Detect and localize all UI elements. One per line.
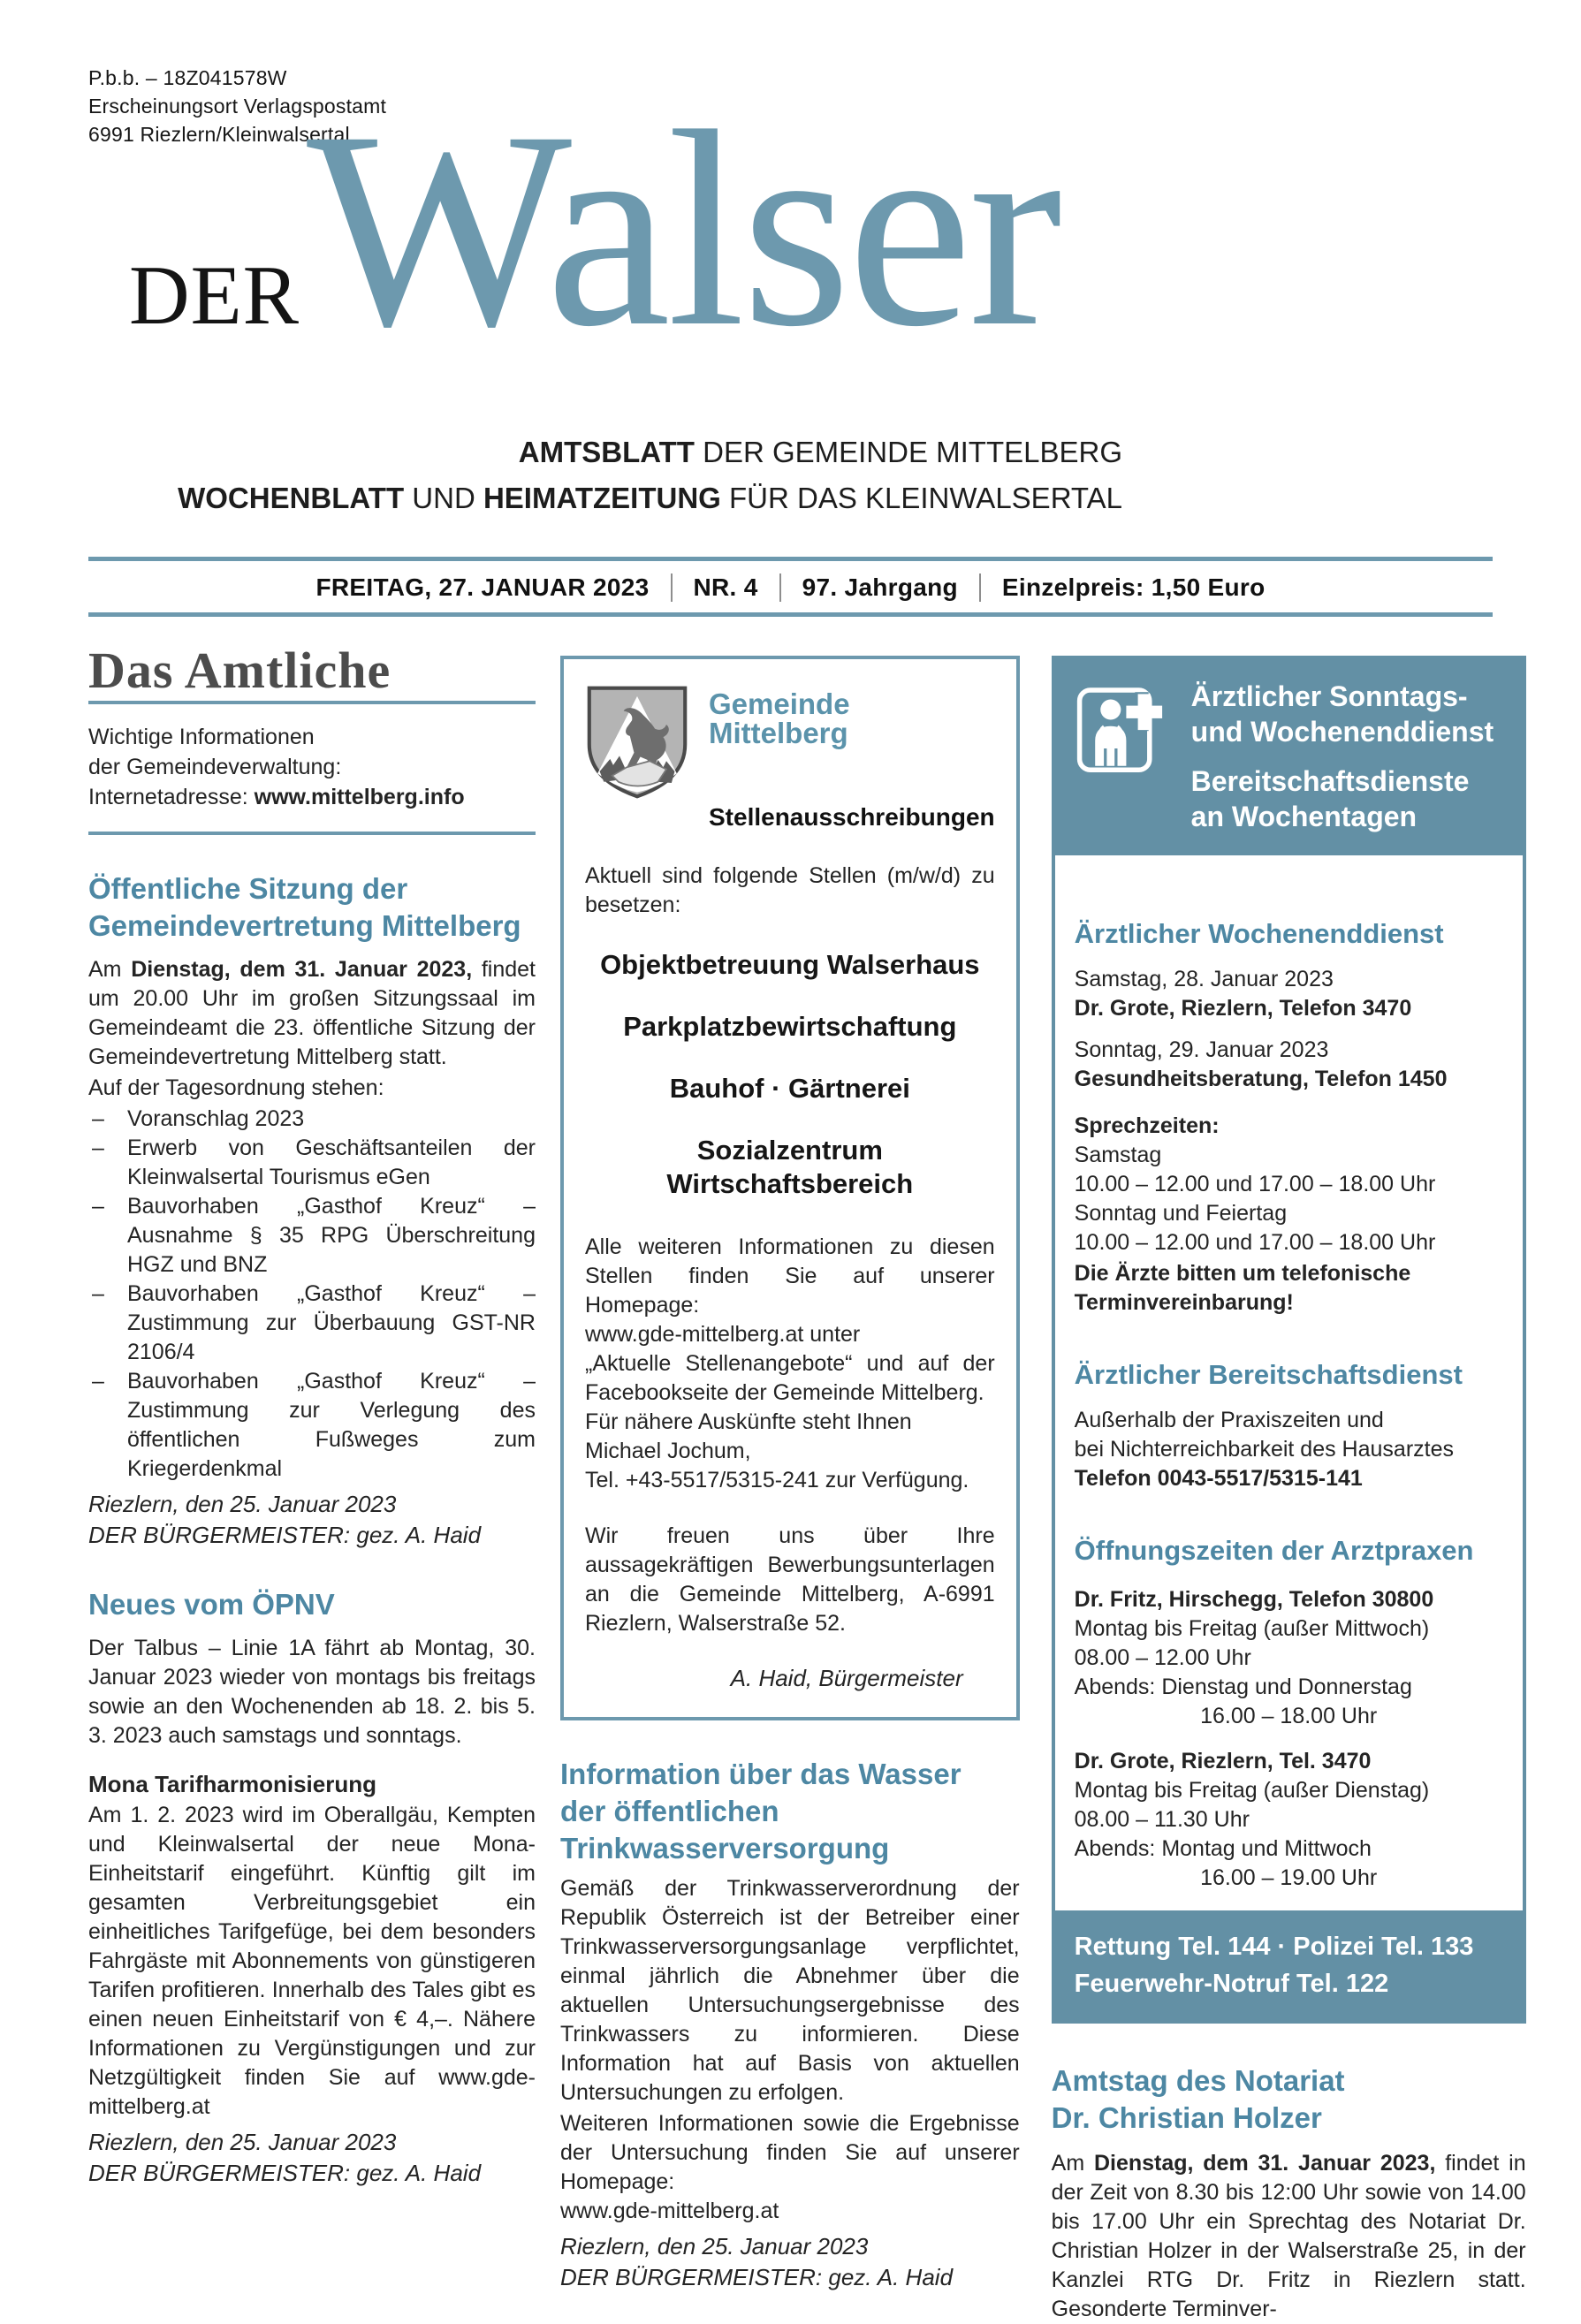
telefonische-note: Die Ärzte bitten um telefonische Terminvereinbarung!	[1074, 1261, 1411, 1315]
praxis-name: Dr. Fritz, Hirschegg, Telefon 30800	[1074, 1587, 1434, 1612]
postal-line: P.b.b. – 18Z041578W	[88, 66, 287, 89]
text-run: findet in der Zeit von 8.30 bis 12:00 Uhr sowie von 14.00 bis 17.00 Uhr ein Sprechtag des Notariat Dr. Christian Holzer in der Walserstraße 25, in der Kanzlei RTG Dr. Fritz in Riezlern statt. Gesonderte Terminver-	[1051, 2151, 1526, 2321]
agenda-item	[88, 1367, 536, 1484]
agenda-item-text: Voranschlag 2023	[127, 1106, 305, 1131]
duty-doctor: Dr. Grote, Riezlern, Telefon 3470	[1074, 996, 1412, 1021]
column-das-amtliche	[88, 642, 536, 2324]
sprechzeiten-day: Sonntag und Feiertag	[1074, 1201, 1288, 1226]
date-bar	[88, 557, 1493, 617]
dash-marker: –	[92, 1106, 104, 1131]
praxis-line: 08.00 – 11.30 Uhr	[1074, 1807, 1250, 1832]
doctor-with-cross-icon	[1073, 679, 1172, 778]
masthead-der: DER	[129, 248, 300, 342]
paragraph-notariat	[1052, 2149, 1526, 2324]
aerzte-box-title: Ärztlicher Sonntags- und Wochenenddienst	[1190, 680, 1494, 748]
agenda-item	[88, 1134, 536, 1192]
stellen-heading: Stellenausschreibungen	[709, 803, 995, 831]
heading-notariat: Amtstag des Notariat Dr. Christian Holzer	[1051, 2064, 1345, 2134]
signature-name: DER BÜRGERMEISTER: gez. A. Haid	[88, 1522, 482, 1548]
praxis-line: Abends: Dienstag und Donnerstag	[1074, 1675, 1412, 1699]
issue-date: FREITAG, 27. JANUAR 2023	[315, 573, 650, 601]
paragraph-mona: Am 1. 2. 2023 wird im Oberallgäu, Kempten und Kleinwalsertal der neue Mona-Einheitstarif eingeführt. Künftig gilt im gesamten Verbreitungsgebiet ein einheitliches Tarifgefüge, bei dem besonders Fahrgäste mit Abonnements von günstigeren Tarifen profitieren. Innerhalb des Tales gibt es einen neuen Einheitstarif von € 4,–. Nähere Informationen zu Vergünstigungen und zur Netzgültigkeit finden Sie auf www.gde-mittelberg.at	[88, 1803, 536, 2119]
postal-line: 6991 Riezlern/Kleinwalsertal	[88, 123, 350, 146]
praxis-line: Montag bis Freitag (außer Mittwoch)	[1074, 1616, 1430, 1641]
gemeinde-heading: Gemeinde Mittelberg	[709, 687, 850, 749]
divider	[88, 701, 536, 704]
dash-marker: –	[92, 1194, 104, 1219]
stellenausschreibung-box	[560, 656, 1020, 1720]
paragraph-sitzung	[88, 955, 536, 1072]
signature-name: DER BÜRGERMEISTER: gez. A. Haid	[560, 2264, 954, 2290]
agenda-item-text: Bauvorhaben „Gasthof Kreuz“ – Zustimmung zur Überbauung GST-NR 2106/4	[127, 1281, 536, 1364]
subtitle-wochenblatt: WOCHENBLATT	[178, 482, 405, 514]
duty-date: Samstag, 28. Januar 2023	[1074, 967, 1334, 991]
signature-block	[88, 2127, 536, 2189]
stellen-closing: Wir freuen uns über Ihre aussagekräftigen Bewerbungsunterlagen an die Gemeinde Mittelberg, A-6991 Riezlern, Walserstraße 52.	[585, 1523, 995, 1636]
mittelberg-coat-of-arms-icon	[585, 684, 689, 801]
praxis-entry	[1075, 1747, 1503, 1893]
subtitle-heimatzeitung: HEIMATZEITUNG	[483, 482, 721, 514]
section-title-das-amtliche: Das Amtliche	[88, 642, 391, 699]
text-run: findet um 20.00 Uhr im großen Sitzungssaal im Gemeindeamt die 23. öffentliche Sitzung der Gemeindevertretung Mittelberg statt.	[88, 957, 536, 1069]
heading-sitzung: Öffentliche Sitzung der Gemeindevertretung Mittelberg	[88, 872, 521, 942]
signature-block	[560, 2231, 1020, 2293]
agenda-item-text: Bauvorhaben „Gasthof Kreuz“ – Zustimmung zur Verlegung des öffentlichen Fußweges zum Kriegerdenkmal	[127, 1369, 536, 1481]
issue-price: Einzelpreis: 1,50 Euro	[1001, 573, 1266, 601]
agenda-item	[88, 1192, 536, 1280]
praxis-entry	[1075, 1585, 1503, 1731]
subheading-mona: Mona Tarifharmonisierung	[88, 1771, 376, 1797]
signature-block	[88, 1489, 536, 1551]
intro-line: Wichtige Informationen	[88, 725, 315, 749]
paragraph-oepnv: Der Talbus – Linie 1A fährt ab Montag, 30. Januar 2023 wieder von montags bis freitags sowie an den Wochenenden ab 18. 2. bis 5. 3. 2023 auch samstags und sonntags.	[88, 1636, 536, 1748]
stellen-info: Alle weiteren Informationen zu diesen Stellen finden Sie auf unserer Homepage: www.gde-mittelberg.at unter „Aktuelle Stellenangebote“ und auf der Facebookseite der Gemeinde Mittelberg. Für nähere Auskünfte steht Ihnen Michael Jochum, Tel. +43-5517/5315-241 zur Verfügung.	[585, 1234, 995, 1492]
divider	[671, 573, 673, 602]
intro-line	[88, 782, 536, 812]
divider	[979, 573, 981, 602]
box-header	[585, 684, 995, 832]
notruf-line: Rettung Tel. 144 · Polizei Tel. 133	[1074, 1933, 1474, 1961]
heading-trinkwasser: Information über das Wasser der öffentlichen Trinkwasserversorgung	[560, 1758, 962, 1865]
signature-place: Riezlern, den 25. Januar 2023	[88, 2129, 397, 2155]
notruf-band	[1055, 1910, 1523, 2020]
sprechzeiten-day: Samstag	[1074, 1143, 1162, 1167]
text-run: Am	[1051, 2151, 1094, 2176]
dash-marker: –	[92, 1369, 104, 1394]
paragraph-tagesordnung: Auf der Tagesordnung stehen:	[88, 1075, 384, 1100]
duty-doctor: Gesundheitsberatung, Telefon 1450	[1074, 1067, 1448, 1091]
agenda-item	[88, 1105, 536, 1134]
job-title: Sozialzentrum Wirtschaftsbereich	[666, 1135, 914, 1199]
paragraph-trinkwasser-2: Weiteren Informationen sowie die Ergebnisse der Untersuchung finden Sie auf unserer Homepage: www.gde-mittelberg.at	[560, 2111, 1020, 2223]
issue-volume: 97. Jahrgang	[802, 573, 958, 601]
signature-buergermeister: A. Haid, Bürgermeister	[730, 1665, 963, 1691]
divider	[88, 832, 536, 835]
job-title: Parkplatzbewirtschaftung	[623, 1011, 957, 1042]
subtitle-amtsblatt: AMTSBLATT	[518, 436, 695, 468]
agenda-item-text: Bauvorhaben „Gasthof Kreuz“ – Ausnahme § 35 RPG Überschreitung HGZ und BNZ	[127, 1194, 536, 1277]
dash-marker: –	[92, 1135, 104, 1160]
heading-oepnv: Neues vom ÖPNV	[88, 1588, 335, 1621]
bereitschaft-line: Außerhalb der Praxiszeiten und	[1074, 1408, 1384, 1432]
notruf-line: Feuerwehr-Notruf Tel. 122	[1074, 1970, 1389, 1998]
aerzte-box-subtitle: Bereitschaftsdienste an Wochentagen	[1190, 765, 1470, 832]
praxis-line: 16.00 – 18.00 Uhr	[1200, 1704, 1378, 1728]
sprechzeiten-time: 10.00 – 12.00 und 17.00 – 18.00 Uhr	[1074, 1230, 1436, 1255]
aerzte-box-header-text	[1191, 679, 1494, 834]
text-run-bold: Dienstag, dem 31. Januar 2023,	[131, 957, 473, 982]
duty-entry	[1075, 965, 1503, 1023]
praxis-name: Dr. Grote, Riezlern, Tel. 3470	[1074, 1749, 1372, 1773]
column-aerzte	[1052, 656, 1526, 2324]
internet-label: Internetadresse:	[88, 785, 255, 809]
content-columns	[88, 642, 1526, 2324]
issue-number: NR. 4	[693, 573, 758, 601]
sprechzeiten-label: Sprechzeiten:	[1074, 1113, 1220, 1138]
intro-line: der Gemeindeverwaltung:	[88, 755, 342, 779]
text-run: Am	[88, 957, 132, 982]
subtitle-rest-1: DER GEMEINDE MITTELBERG	[694, 436, 1122, 468]
subtitle-und: UND	[404, 482, 483, 514]
duty-date: Sonntag, 29. Januar 2023	[1074, 1037, 1329, 1062]
subtitle-rest-2: FÜR DAS KLEINWALSERTAL	[720, 482, 1122, 514]
bereitschaft-line: bei Nichterreichbarkeit des Hausarztes	[1074, 1437, 1454, 1462]
column-stellen	[560, 656, 1020, 2324]
signature-place: Riezlern, den 25. Januar 2023	[88, 1491, 397, 1517]
box-header-text	[709, 684, 995, 832]
job-title: Objektbetreuung Walserhaus	[600, 949, 980, 980]
postal-line: Erscheinungsort Verlagspostamt	[88, 95, 387, 118]
sprechzeiten-time: 10.00 – 12.00 und 17.00 – 18.00 Uhr	[1074, 1172, 1436, 1196]
agenda-item	[88, 1280, 536, 1367]
agenda-list	[88, 1105, 536, 1484]
paragraph-trinkwasser-1: Gemäß der Trinkwasserverordnung der Republik Österreich ist der Betreiber einer Trinkwasserversorgungsanlage verpflichtet, einmal jährlich die Abnehmer über die aktuellen Untersuchungsergebnisse des Trinkwassers zu informieren. Diese Information hat auf Basis von aktuellen Untersuchungen zu erfolgen.	[560, 1876, 1020, 2105]
subtitle-line-1	[88, 429, 1122, 475]
stellen-intro: Aktuell sind folgende Stellen (m/w/d) zu besetzen:	[585, 863, 995, 917]
signature-place: Riezlern, den 25. Januar 2023	[560, 2233, 869, 2259]
heading-wochenenddienst: Ärztlicher Wochenenddienst	[1074, 918, 1444, 949]
aerzte-box-header	[1055, 659, 1523, 855]
praxis-line: 16.00 – 19.00 Uhr	[1200, 1865, 1378, 1890]
praxis-line: Abends: Montag und Mittwoch	[1074, 1836, 1372, 1861]
masthead-title: Walser	[307, 73, 1059, 384]
text-run-bold: Dienstag, dem 31. Januar 2023,	[1093, 2151, 1436, 2176]
heading-bereitschaftsdienst: Ärztlicher Bereitschaftsdienst	[1074, 1359, 1463, 1390]
duty-entry	[1075, 1036, 1503, 1094]
aerztedienst-box	[1052, 656, 1526, 2024]
signature-name: DER BÜRGERMEISTER: gez. A. Haid	[88, 2160, 482, 2186]
bereitschaft-phone: Telefon 0043-5517/5315-141	[1074, 1466, 1363, 1491]
website-link: www.mittelberg.info	[254, 785, 465, 809]
aerzte-box-content	[1055, 855, 1523, 1910]
praxis-line: Montag bis Freitag (außer Dienstag)	[1074, 1778, 1430, 1803]
heading-oeffnungszeiten: Öffnungszeiten der Arztpraxen	[1074, 1535, 1474, 1566]
divider	[779, 573, 781, 602]
subtitle-line-2	[88, 475, 1122, 521]
masthead-subtitle	[88, 429, 1122, 521]
praxis-line: 08.00 – 12.00 Uhr	[1074, 1645, 1251, 1670]
dash-marker: –	[92, 1281, 104, 1306]
agenda-item-text: Erwerb von Geschäftsanteilen der Kleinwalsertal Tourismus eGen	[127, 1135, 536, 1189]
job-title: Bauhof · Gärtnerei	[669, 1073, 910, 1104]
